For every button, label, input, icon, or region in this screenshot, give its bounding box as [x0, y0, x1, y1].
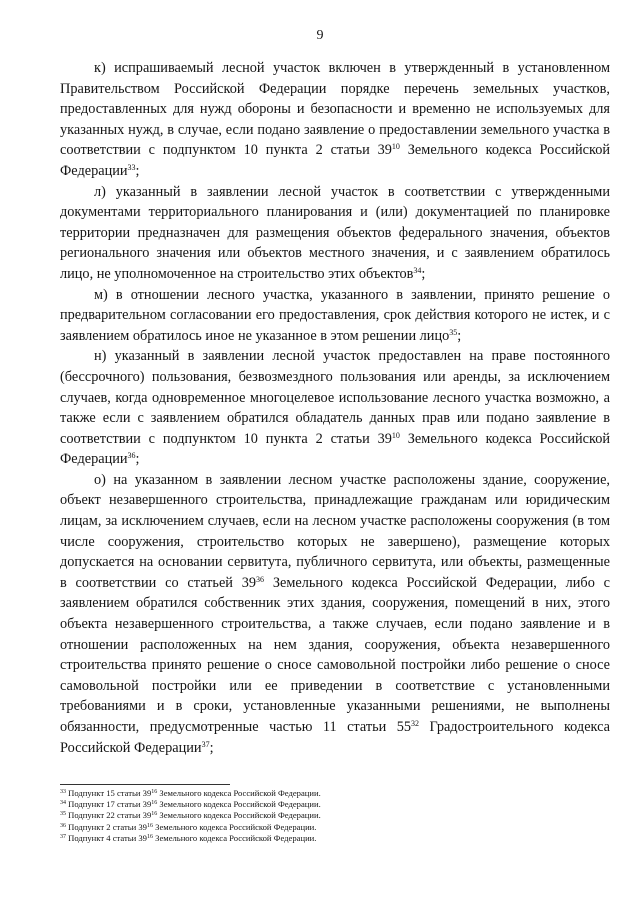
paragraph-o: о) на указанном в заявлении лесном участке расположены здание, сооружение, объект незавершенного строительства, принадлежащие гражданам или юридическим лицам, за исключением случаев, если на лесном участке расположены сооружения (в том числе сооружения, строительство которых не завершено), размещение которых допускается на основании сервитута, публичного сервитута, или объекты, размещенные в соответствии со статьей $39^{36}$ Земельного кодекса Российской Федерации, либо с заявлением обратился собственник этих здания, сооружения, помещений в них, этого объекта незавершенного строительства, а также случаев, если подано заявление и в отношении расположенных на нем здания, сооружения, объекта незавершенного строительства принято решение о сносе самовольной постройки либо решение о сносе самовольной постройки или ее приведении в соответствие с установленными требованиями и в сроки, установленные указанными решениями, не выполнены обязанности, предусмотренные частью 11 статьи $55^{32}$ Градостроительного кодекса Российской Федерации$^{37}$;	[60, 471, 610, 756]
paragraph-l: л) указанный в заявлении лесной участок в соответствии с утвержденными документами территориального планирования и (или) документацией по планировке территории предназначен для размещения объектов федерального значения, объектов регионального значения или объектов местного значения, и с заявлением обратилось лицо, не уполномоченное на строительство этих объектов$^{34}$;	[60, 183, 610, 282]
footnote-ref-37[interactable]: 37	[201, 739, 210, 749]
page-number: 9	[316, 28, 324, 43]
paragraph-k: к) испрашиваемый лесной участок включен в утвержденный в установленном Правительством Российской Федерации порядке перечень земельных участков, предоставленных для нужд обороны и безопасности и временно не используемых для указанных нужд, в случае, если подано заявление о предоставлении земельного участка в соответствии с подпунктом 10 пункта 2 статьи $39^{10}$ Земельного кодекса Российской Федерации$^{33}$;	[60, 60, 610, 179]
footnote-33: $^{33}$ Подпункт 15 статьи $39^{16}$ Земельного кодекса Российской Федерации.	[60, 788, 321, 798]
footnote-ref-33[interactable]: 33	[127, 162, 136, 172]
paragraph-m: м) в отношении лесного участка, указанного в заявлении, принято решение о предварительном согласовании его предоставления, срок действия которого не истек, и с заявлением обратилось иное не указанное в этом решении лицо$^{35}$;	[60, 286, 610, 344]
footnote-ref-35[interactable]: 35	[449, 327, 458, 337]
footnote-35: $^{35}$ Подпункт 22 статьи $39^{16}$ Земельного кодекса Российской Федерации.	[60, 810, 321, 821]
footnotes	[60, 788, 610, 844]
superscript: 32	[411, 719, 419, 728]
superscript: 36	[256, 574, 265, 584]
footnote-divider	[60, 784, 230, 785]
footnote-37: $^{37}$ Подпункт 4 статьи $39^{16}$ Земельного кодекса Российской Федерации.	[60, 832, 317, 843]
document-body	[60, 58, 610, 758]
footnote-34: $^{34}$ Подпункт 17 статьи $39^{16}$ Земельного кодекса Российской Федерации.	[60, 799, 321, 810]
superscript: 10	[391, 142, 400, 152]
superscript: 10	[391, 430, 400, 440]
paragraph-n: н) указанный в заявлении лесной участок предоставлен на праве постоянного (бессрочного) пользования, безвозмездного пользования или аренды, за исключением случаев, когда одновременное многоцелевое использование лесного участка возможно, а также если с заявлением обратился обладатель данных прав или подано заявление в соответствии с подпунктом 10 пункта 2 статьи $39^{10}$ Земельного кодекса Российской Федерации$^{36}$;	[60, 348, 610, 468]
footnote-ref-36[interactable]: 36	[127, 451, 136, 461]
footnote-36: $^{36}$ Подпункт 2 статьи $39^{16}$ Земельного кодекса Российской Федерации.	[60, 821, 317, 832]
footnote-ref-34[interactable]: 34	[413, 265, 422, 275]
